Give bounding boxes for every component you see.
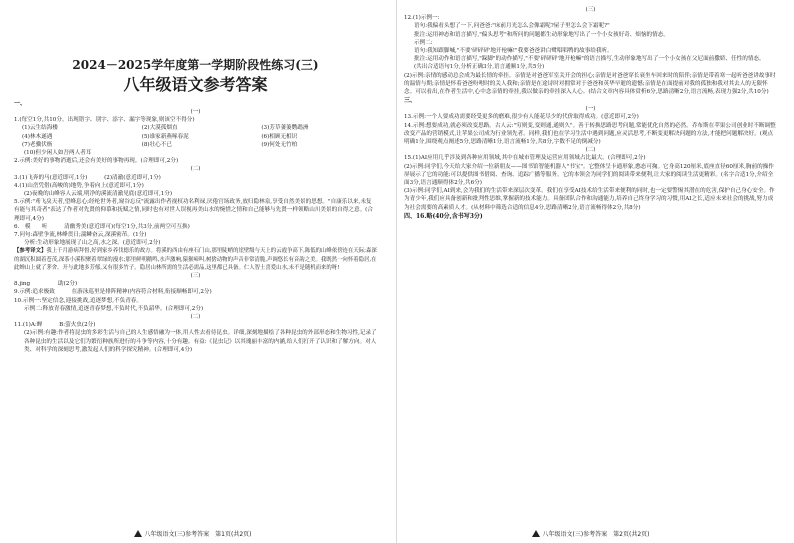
page-footer [398,530,783,539]
subsection-heading: (三) [585,7,596,13]
question-7: 7.问句:森壁争流,林峰贯日;湍鳞奋云,深溪密芾。(1分) [14,232,147,239]
reference-text: 我上千月游病拜督,好到家乡养伐德乐的故方。将溪的西由有座石门山,那里陡峭的崖壁级与天上的云霞争高下,陈低的山峰依傍连在天际;森深的湖沉积圆着苍茂,深茶小溪积聚着翠绿的漫水;那里鲜明鹅鸣,水声激响,猿猴啼叫,树猞动物的声音非常清脆,声调悠长有音韵之美。我既然一向怀着隐居,在此蝉山上就了茅舍。开与此地多芳郁,又有很多竹子。隐居山林所需的生活必需品,这里都已具备。仁人智士喜爱山水,未不是随机而来的呀! [14,248,377,271]
footer-text: 八年级语文(三)参考答案 第1页(共2页) [144,531,252,538]
question-4: 4.(1)山峦凭借(高峻的)地势,争着向上(意近即可,1分) [14,182,144,189]
question-5: 5.示例:"鸢飞戾天者,望峰息心;经纶世务者,窥谷忘反"流露出作者视权功名利禄,厌倦官场政务,放归隐林泉,享受自然美景的思想。"自康乐以来,未复有能与其奇者"表达了作者对先贤的仰慕和抚赋之情,同时也有对世人误视再美山水的惋惜之情和自己能够与先贤一样领略山川美景的自得之意。(合理即可,4分) [14,199,373,222]
answer-item: (8)壮心不已 [141,141,172,148]
question-12-sentence: 语句:我偏看头想了一下,问爸爸:"床前月光怎么会像霜呢?屋子里怎么会下霜呢?" [414,23,610,30]
question-1-intro: 1.(每空1分,共10分。出现错字、别字、添字、漏字等现象,则该空不得分) [14,117,195,124]
question-8: 8.jing 助(2分) [14,281,78,288]
subsection-heading: (一) [585,106,596,113]
subsection-heading: (三) [190,273,201,280]
subsection-heading: (一) [190,109,201,115]
question-7-analysis: 分析:生动形象地展现了山之高,水之深。(意近即可,2分) [24,240,161,247]
question-13: 13.示例:一个人要成功需要经受更多的磨难,很少有人能花尽少的代价取得成功。(意近即可,2分) [404,114,639,121]
question-1-answers [14,124,377,149]
question-12: 12.(1)示例一: [404,15,440,22]
answer-item: (2)大漠孤烟直 [141,125,178,132]
question-15-part-2: (2)示例:同学们,今天给大家介绍一位新朋友——图书馆智能机器人"书宝"。它整体呈卡通形象,憨态可掬。它身高120厘米,底座直径60厘米,胸前的操作屏展示了它的功能:可以提供图书借阅、查询、追踪广播等服务。它的本领会为同学们的阅读带来便利,让大家的阅读生活更精彩。(名字合适1分,介绍全面3分,语言通顺得体2分,共6分) [404,163,774,187]
triangle-logo-icon [532,530,540,537]
reference-label: 【参考译文】 [14,248,47,255]
reference-translation [14,247,377,272]
question-12-annotation: 批注:运用神态和语言描写,"偏头思考"和所问的问题都生动形象地写出了一个小女孩好奇、烦恼的情态。 [414,31,669,38]
question-15: 15.(1)AI应用几乎涉及到各种应用领域,其中在城市管理及运营应用领域占比最大。(合理即可,2分) [404,155,646,162]
page-1 [0,0,385,543]
column-divider [396,0,397,543]
question-14: 14.示例:想要成功,就必须改变思路。古人云:"穷则变,变则通,通则久"。善于转换思路思考问题,常能优化自然的必然。乔布斯在苹果公司创业时不断调整改变产品的营销模式,让苹果公司成为行业领先者。同样,我们也在学习生活中遇到问题,应灵活思考,不断变更解决问题的方法,才能把问题解决好。(观点明确1分,围绕观点阐述5分,思路清晰1分,语言流畅1分,共8分,字数不足的倒减分) [404,122,776,146]
question-3: 3.(1)飞奔的马(意近即可,1分) (2)清澈(意近即可,1分) [14,174,161,181]
page-subtitle: 八年级语文参考答案 [123,75,268,94]
question-12-part-2: (2)示例:亲情的感动总会成为最长情的牵挂。亲情是对爸爸军室关开会的担心;亲情是对爸爸穿长衰坐车回来时的陪伴;亲情是带着寒一起听爸爸讲故事时的温情与期;亲情是怀着爸爸吩咐时的关人我和;亲情是在途诗时对拥常对于爸爸和英华早逝的遗憾;亲情是在面提前对我的孤独和我对其去人的无限怀念。可以看出,在作者生活中,心中念亲情的牵挂,我以做亲的牵挂深入人心。(结合文章内容具体赏析6分,思路清晰2分,语言流畅,表现力强2分,共10分) [404,72,776,96]
answer-item: (7)老骥伏枥 [22,141,53,148]
question-12-annotation-2: 批注:运用动作和语言描写,"跺脚"的动作描写,"不要'砰砰砰'地开枪嘛"的语言描写,生动形象地写出了一个小女孩在父尼面前撒娇、任性的情态。 [414,56,765,63]
exam-title: 2024－2025学年度第一学期阶段性练习(三) [72,58,319,72]
answer-item: (6)相顾无相识 [261,133,298,140]
question-2: 2.示例:美好的事物消逝后,还会有美好的事物再现。(合理即可,2分) [14,158,179,165]
question-11-part-2: (2)示例:有趣:作者将昆虫的多彩生活与自己的人生感悟融为一体,用人性去看待昆虫。详细,深刻地描绘了各种昆虫的外部形态和生物习性,记录了各种昆虫的生活以及它们为繁衍种族所进行的斗争等内容,十分有趣。有益:《昆虫记》以其瑰丽丰富的内涵,给人们打开了认识和了解方向。对人类、对科学的深刻思考,激发起人们的科学探究精神。(合理即可,4分) [24,330,377,353]
answer-item: (10)但少闲人如吾两人者耳 [24,150,92,157]
question-10: 10.示例一:坚定信念,迎接挑战,追逐梦想,不负青春。 [14,297,142,304]
section-heading: 三、 [404,97,417,105]
answer-item: (9)何处无竹柏 [261,141,298,148]
question-12-scoring: (共出合适语句1分,分析正确3分,语言通顺1分,共5分) [414,64,545,71]
question-12-example-2: 示例二: [414,39,433,46]
page-footer [0,530,385,539]
question-10-example-2: 示例二:释放青春激情,追逐青春梦想,不负时代,不负韶华。(合理即可,2分) [24,305,204,312]
subsection-heading: (二) [190,314,201,321]
section-four: 四、16.略(40分,含书写3分) [404,212,483,220]
page-2 [398,0,783,543]
answer-item: (3)芳草萋萋鹦鹉洲 [261,125,309,132]
question-4-part-2: (2)夜晚的山峰容人云端,明净的溪流清澈见底(意近即可,1分) [24,191,173,198]
question-11: 11.(1)A:蝉 B:萤火虫(2分) [14,322,96,329]
triangle-logo-icon [134,530,142,537]
answer-item: (1)云生结海楼 [22,125,58,132]
section-heading: 一、 [14,100,27,107]
question-15-part-3: (3)示例:同学们,AI到来,会为我们的生活带来深层次变革。我们在享受AI技术给生活带来便利的同时,也一定要警惕其潜在的危害,保护自己身心安全。作为青少年,我们应具备创新和批判性思维,掌握新的技术能力。具备团队合作和沟通能力,培养自己终身学习的习惯,用AI之长,适应未来社会的挑战,努力成为社会需要的高素质人才。(从材料中筛选合适的信息4分,思路清晰2分,语言流畅得体2分,共8分) [404,188,775,211]
question-9: 9.示例:追求极致 在游泳巡里是排阵精神(内容符合材料,衔接顺畅即可,2分) [14,289,212,296]
answer-item: (5)谁家新燕啄春泥 [141,133,189,140]
subsection-heading: (二) [585,147,596,154]
answer-item: (4)林木遂遇 [22,133,53,140]
question-12-sentence-2: 语句:我知跟脚喊,"不要'砰砰砰'地开枪嘛!"我要爸爸讲白鹭唱唱鸭的故事给我听。 [414,48,613,55]
footer-text: 八年级语文(三)参考答案 第2页(共2页) [542,531,650,538]
question-6: 6. 模 听 清幽秀美(意近即可)(每空1分,共3分,前两空可互换) [14,223,190,230]
subsection-heading: (二) [190,166,201,173]
